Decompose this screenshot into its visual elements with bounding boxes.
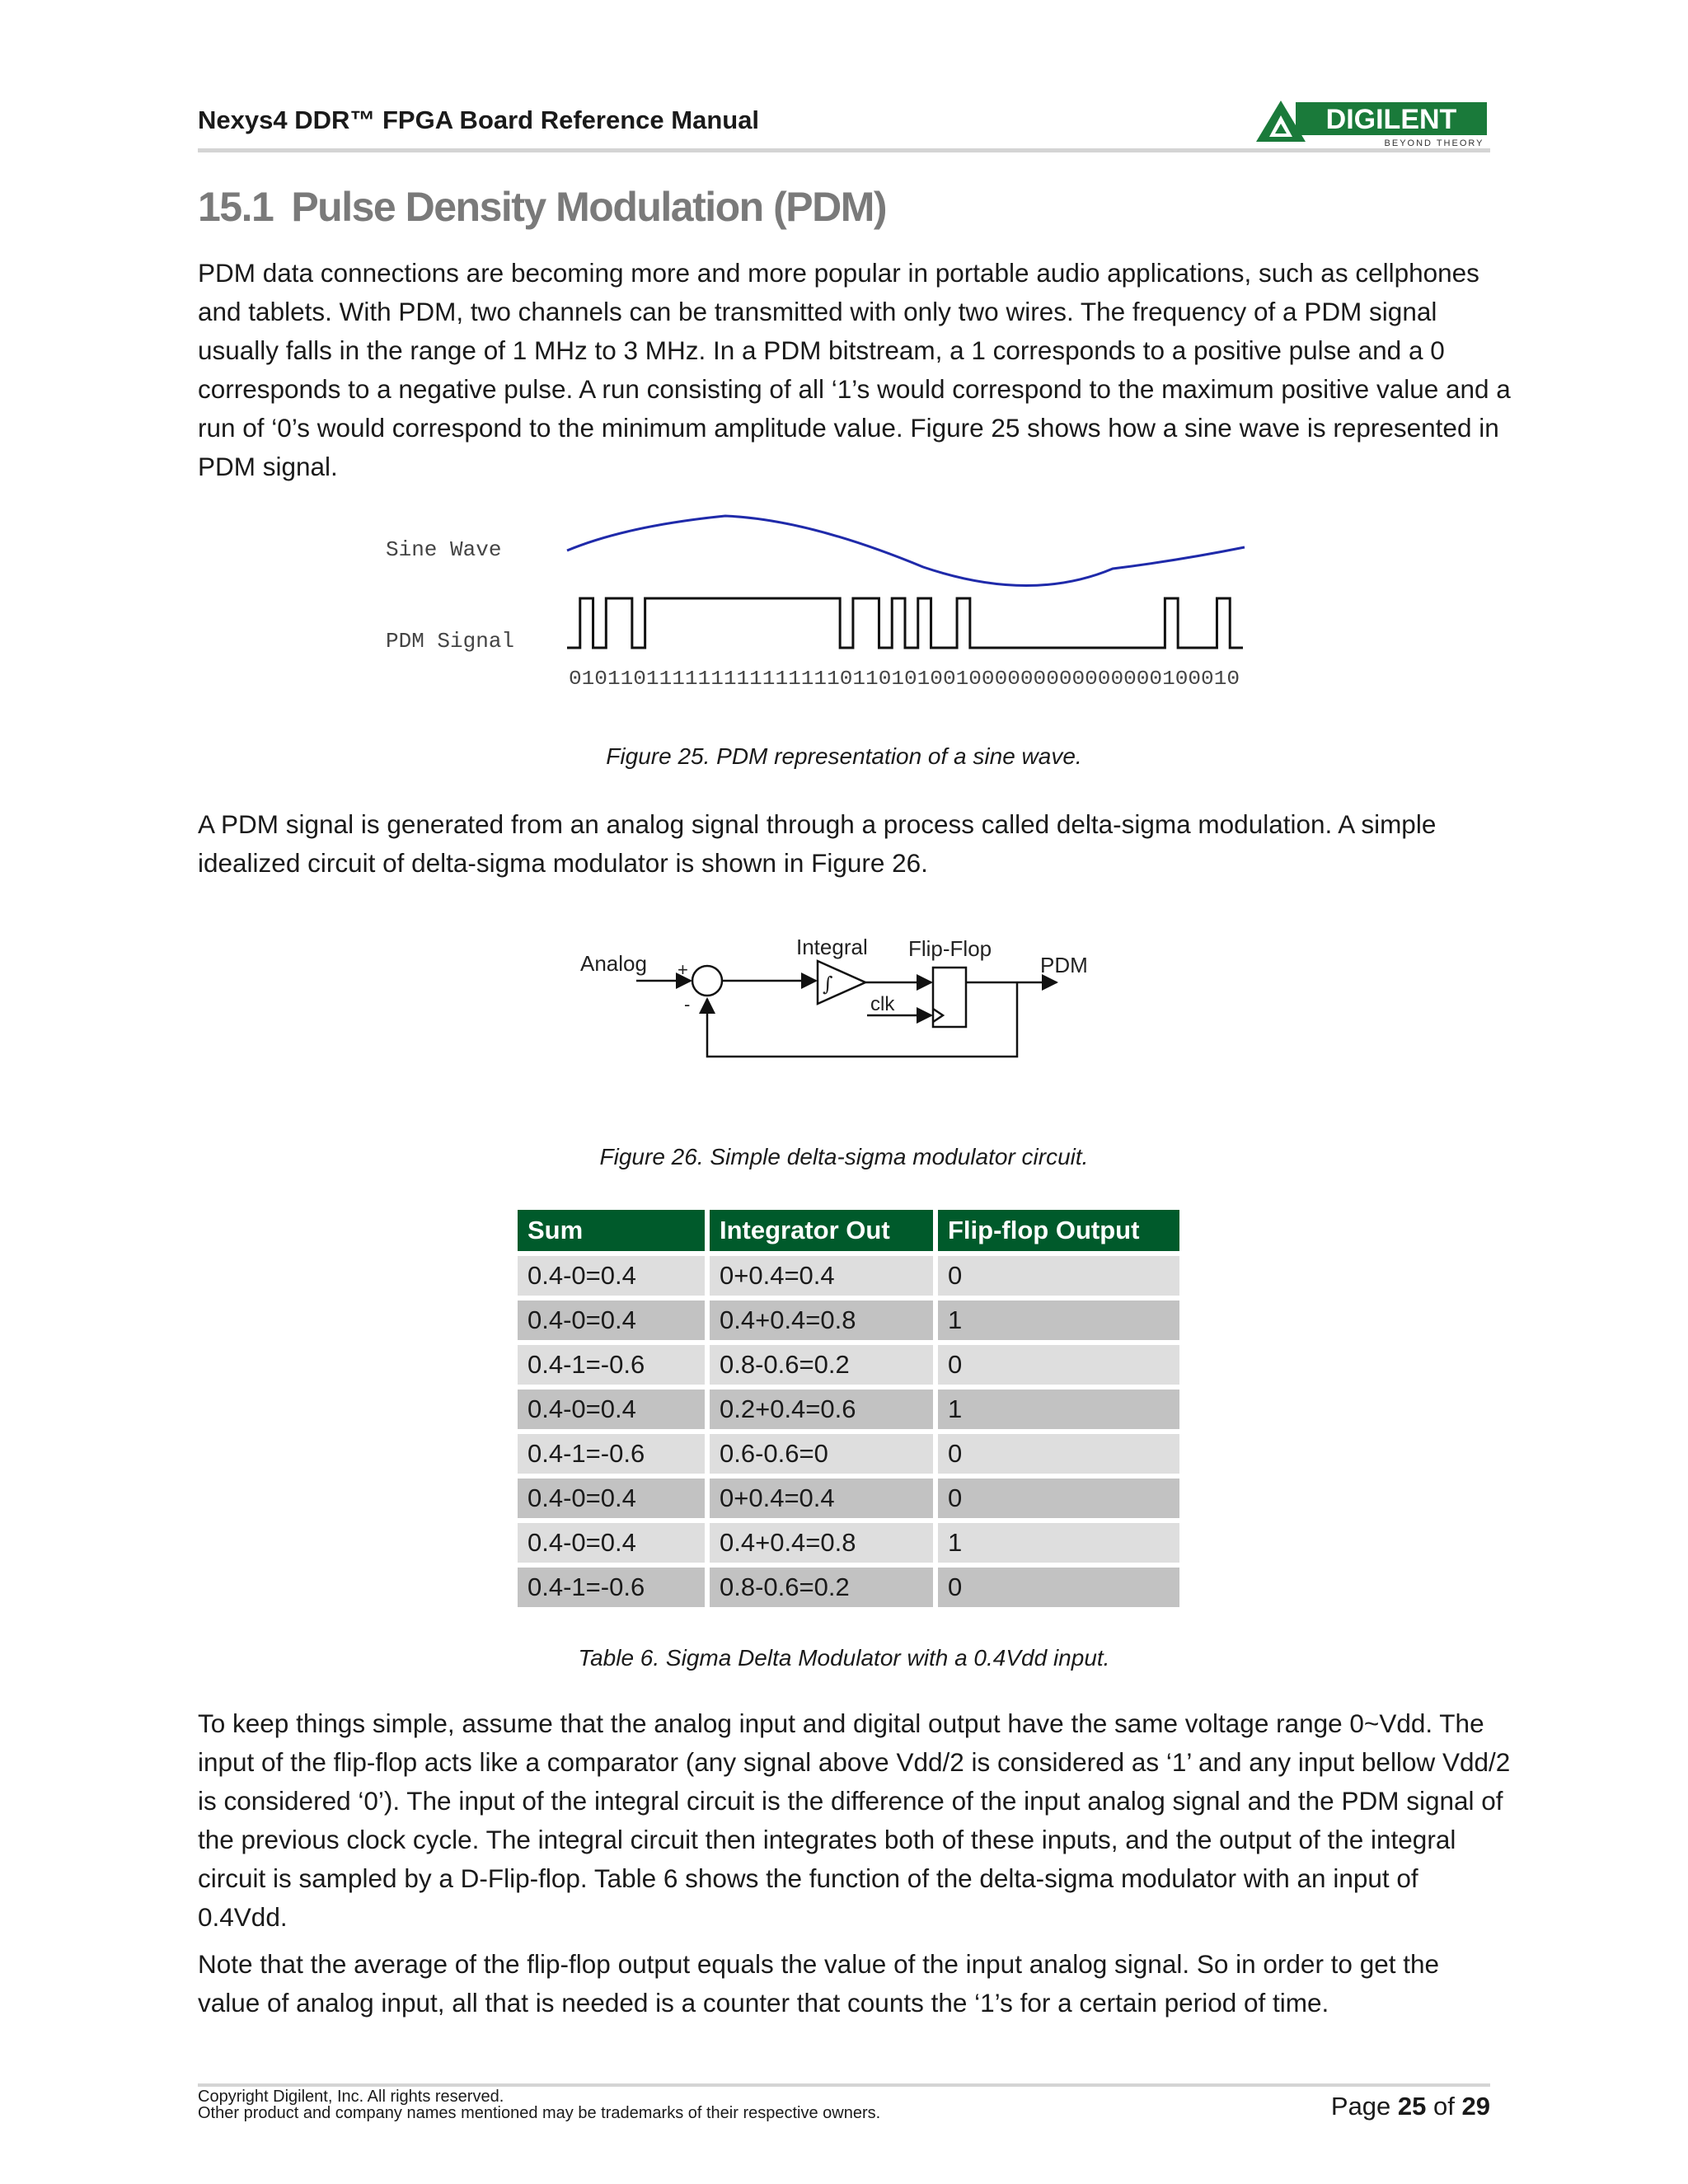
table-row [518,1345,1179,1385]
column-header-integrator-out: Integrator Out [710,1210,933,1251]
text-line: usually falls in the range of 1 MHz to 3 MHz. In a PDM bitstream, a 1 corresponds to a positive pulse and a 0 [198,335,1445,365]
table-cell: 0.4+0.4=0.8 [710,1301,933,1340]
clk-label: clk [870,993,895,1015]
table-cell: 0.4-0=0.4 [518,1301,705,1340]
table-cell: 0 [938,1568,1179,1607]
figure-26-caption: Figure 26. Simple delta-sigma modulator circuit. [599,1144,1089,1169]
table-cell: 0.4-1=-0.6 [518,1434,705,1474]
figure-26-modulator-circuit [0,0,1688,1088]
text-line: circuit is sampled by a D-Flip-flop. Table 6 shows the function of the delta-sigma modulator with an input of [198,1863,1418,1893]
plus-sign: + [678,959,688,980]
table-cell: 0.4-0=0.4 [518,1479,705,1518]
logo-tagline: BEYOND THEORY [1384,138,1484,148]
text-line: and tablets. With PDM, two channels can be transmitted with only two wires. The frequency of a PDM signal [198,297,1437,326]
section-title-text: Pulse Density Modulation (PDM) [291,184,887,230]
text-line: the previous clock cycle. The integral circuit then integrates both of these inputs, and the output of the integral [198,1825,1456,1854]
page-of: of [1433,2092,1455,2121]
integral-label: Integral [796,935,868,959]
text-line: run of ‘0’s would correspond to the minimum amplitude value. Figure 25 shows how a sine wave is represented in [198,413,1499,443]
minus-sign: - [684,994,691,1015]
table-cell: 1 [938,1301,1179,1340]
page-number [1331,2092,1490,2121]
table-row [518,1390,1179,1429]
pdm-bitstream: 0101101111111111111110110101001000000000000000100010 [569,668,1240,691]
table-cell: 0.8-0.6=0.2 [710,1568,933,1607]
page-current: 25 [1397,2092,1427,2121]
table-cell: 0.4-0=0.4 [518,1390,705,1429]
analog-label: Analog [580,951,647,976]
table-cell: 0 [938,1345,1179,1385]
table-cell: 0 [938,1479,1179,1518]
table-row [518,1434,1179,1474]
page-prefix: Page [1330,2092,1391,2121]
table-cell: 0.6-0.6=0 [710,1434,933,1474]
table-row [518,1256,1179,1296]
column-header-flip-flop-output: Flip-flop Output [938,1210,1179,1251]
flip-flop-label: Flip-Flop [908,936,992,961]
table-cell: 0.4-1=-0.6 [518,1568,705,1607]
table-header-row [518,1210,1179,1251]
paragraph-note [198,1945,1496,2022]
footer-copyright [198,2088,880,2121]
table-cell: 0.4-0=0.4 [518,1523,705,1563]
table-row [518,1301,1179,1340]
trademark-line: Other product and company names mentioned may be trademarks of their respective owners. [198,2104,881,2122]
text-line: idealized circuit of delta-sigma modulator is shown in Figure 26. [198,848,928,878]
text-line: corresponds to a negative pulse. A run consisting of all ‘1’s would correspond to the maximum positive value and a [198,374,1511,404]
table-cell: 1 [938,1523,1179,1563]
summing-junction [692,966,722,996]
footer-divider [198,2083,1490,2087]
table-cell: 1 [938,1390,1179,1429]
text-line: input of the flip-flop acts like a comparator (any signal above Vdd/2 is considered as ‘1’ and any input bellow Vdd/2 [198,1747,1511,1777]
paragraph-explanation [198,1704,1511,1937]
logo-text: DIGILENT [1325,104,1457,135]
text-line: value of analog input, all that is needed is a counter that counts the ‘1’s for a certain period of time. [198,1988,1329,2018]
table-row [518,1479,1179,1518]
text-line: is considered ‘0’). The input of the integral circuit is the difference of the input analog signal and the PDM signal of [198,1786,1503,1816]
section-number: 15.1 [198,184,274,230]
text-line: To keep things simple, assume that the analog input and digital output have the same voltage range 0~Vdd. The [198,1708,1484,1738]
column-header-sum: Sum [518,1210,705,1251]
table-cell: 0+0.4=0.4 [710,1479,933,1518]
table-cell: 0+0.4=0.4 [710,1256,933,1296]
table-cell: 0 [938,1256,1179,1296]
table-cell: 0.8-0.6=0.2 [710,1345,933,1385]
text-line: PDM data connections are becoming more and more popular in portable audio applications, such as cellphones [198,258,1479,288]
integral-symbol: ∫ [823,972,833,996]
copyright-line: Copyright Digilent, Inc. All rights reserved. [198,2088,504,2106]
sigma-delta-table [513,1205,1184,1612]
document-title: Nexys4 DDR™ FPGA Board Reference Manual [198,105,760,134]
table-row [518,1523,1179,1563]
table-cell: 0.4+0.4=0.8 [710,1523,933,1563]
text-line: A PDM signal is generated from an analog signal through a process called delta-sigma modulation. A simple [198,809,1437,839]
table-6-caption: Table 6. Sigma Delta Modulator with a 0.4Vdd input. [578,1645,1110,1671]
pdm-signal-label: PDM Signal [386,629,515,654]
table-cell: 0 [938,1434,1179,1474]
table-row [518,1568,1179,1607]
table-cell: 0.4-0=0.4 [518,1256,705,1296]
text-line: PDM signal. [198,452,338,481]
table-cell: 0.2+0.4=0.6 [710,1390,933,1429]
text-line: Note that the average of the flip-flop output equals the value of the input analog signal. So in order to get the [198,1949,1440,1979]
pdm-output-label: PDM [1040,953,1088,977]
page-total: 29 [1461,2092,1490,2121]
figure-25-caption: Figure 25. PDM representation of a sine wave. [606,743,1082,769]
table-cell: 0.4-1=-0.6 [518,1345,705,1385]
text-line: 0.4Vdd. [198,1902,288,1932]
sine-wave-label: Sine Wave [386,537,502,562]
